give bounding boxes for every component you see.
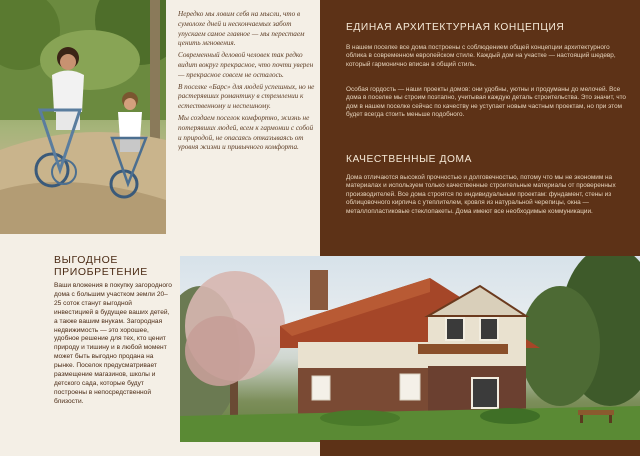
intro-text: [178, 10, 318, 236]
purchase-title: ВЫГОДНОЕ ПРИОБРЕТЕНИЕ: [54, 254, 148, 278]
intro-paragraph: Мы создаем поселок комфортно, жизнь не потерявших людей, всем к гармонии с собой и природой, не опасаясь отказываясь от уровня жизни и привычного комфорта.: [178, 113, 314, 152]
house-illustration: [180, 256, 640, 442]
intro-paragraph: В поселке «Барс» для людей успешных, но не растерявших романтику в стремлении к естественному и неспешному.: [178, 82, 315, 111]
intro-paragraph: Современный деловой человек так редко видит вокруг прекрасное, что почти уверен — прекрасное совсем не осталось.: [178, 51, 314, 79]
concept-paragraph: В нашем поселке все дома построены с соблюдением общей концепции архитектурного облика в современном европейском стиле. Каждый дом на участке — настоящий шедевр, который гармонично вписан в общий стиль.: [346, 44, 616, 68]
quality-paragraph: Дома отличаются высокой прочностью и долговечностью, потому что мы не экономим на материалах и используем только качественные строительные материалы от проверенных производителей. Все дома строятся по индивидуальным проектам: фундамент, стены из облицовочного кирпича с утеплителем, кровля из натуральной черепицы, окна — металлопластиковые стеклопакеты. Дома имеют все необходимые коммуникации.: [346, 174, 616, 215]
photo-house: [180, 256, 640, 442]
bottom-strip: [320, 440, 640, 456]
concept-panel: [320, 0, 640, 256]
purchase-text: Ваши вложения в покупку загородного дома с большим участком земли 20–25 соток станут выгодной инвестицией в будущее ваших детей, а также вашим внукам. Загородная недвижимость — это хорошее, удобное решение для тех, кто ценит природу и тишину и в любой момент может быть выгодно продана на рынке. Поселок предусматривает размещение магазинов, школы и детского сада, которые будут построены в непосредственной близости.: [54, 282, 172, 405]
kids-illustration: [0, 0, 166, 234]
concept-title: ЕДИНАЯ АРХИТЕКТУРНАЯ КОНЦЕПЦИЯ: [346, 22, 565, 33]
photo-kids-cycling: [0, 0, 166, 234]
concept-paragraph: Особая гордость — наши проекты домов: они удобны, уютны и продуманы до мелочей. Все дома в поселке мы строим поэтапно, учитывая каждую деталь строительства. Это значит, что дом в нашем поселке сейчас по качеству не уступает новым частным проектам, но при этом будет всегда стоить меньше подобного.: [346, 86, 626, 119]
intro-paragraph: Нередко мы ловим себя на мысли, что в сумолохе дней и нескончаемых забот упускаем самое главное — мы перестаем ценить мгновения.: [178, 10, 305, 48]
quality-title: КАЧЕСТВЕННЫЕ ДОМА: [346, 154, 473, 165]
